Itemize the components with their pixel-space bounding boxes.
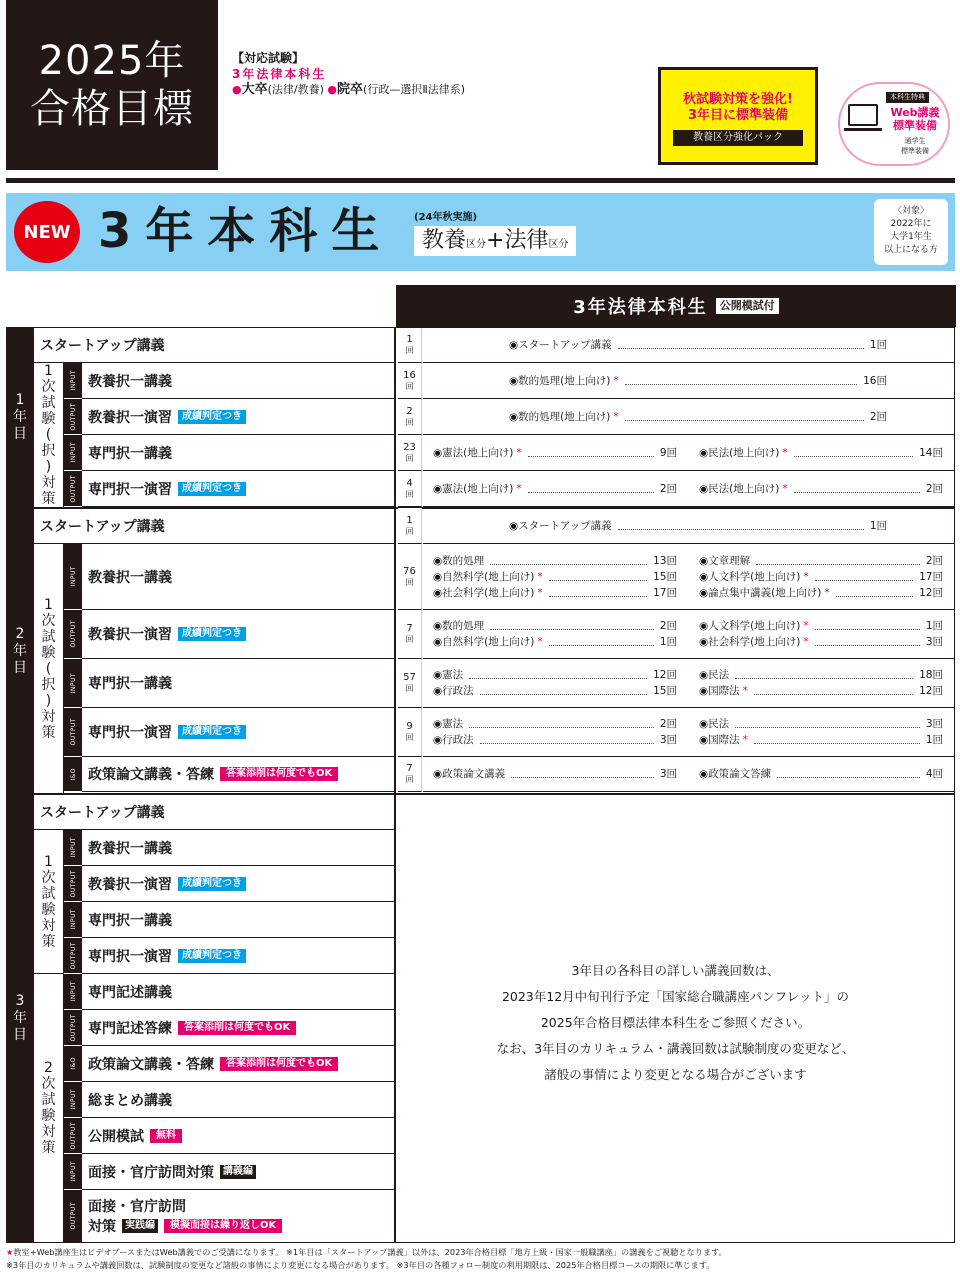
subject-line: ◉数的処理 13回 [433,554,677,567]
course-row [34,327,396,363]
subject-detail [423,327,955,363]
course-name: 専門択一演習 [88,948,172,965]
table-column-header [396,285,956,327]
course-row [82,1190,396,1243]
type-label: INPUT [64,659,82,708]
subject-column [423,667,689,699]
course-row [82,544,396,610]
course-row [34,508,396,544]
course-name: 専門択一演習 [88,481,172,498]
course-name: スタートアップ講義 [40,518,165,535]
type-label: OUTPUT [64,938,82,974]
course-row [34,794,396,830]
subject-line: ◉スタートアップ講義 1回 [509,519,887,532]
session-count: 57 回 [398,659,422,708]
subject-line: ◉自然科学(地上向け) * 1回 [433,636,677,648]
subject-column [689,481,955,497]
subject-line: ◉行政法 3回 [433,734,677,746]
subject-line: ◉国際法 * 12回 [699,685,943,697]
course-name: 政策論文講義・答練 [88,767,214,783]
course-row [82,399,396,435]
course-row [82,1010,396,1046]
course-row [82,610,396,659]
type-label: I&O [64,757,82,792]
subject-column [689,445,955,461]
phase-label: 1 次 試 験 ( 択 ) 対 策 [34,363,64,508]
type-label: OUTPUT [64,1190,82,1243]
subject-line: ◉スタートアップ講義 1回 [509,338,887,351]
subject-line: ◉憲法(地上向け) * 9回 [433,446,677,459]
course-tag: 成績判定つき [178,949,246,963]
subject-column [689,618,955,650]
exam-course: 3年法律本科生 [232,67,327,81]
course-tag: 答案添削は何度でもOK [220,1057,338,1071]
course-tag: 成績判定つき [178,627,246,641]
subject-column [689,716,955,748]
session-count: 7 回 [398,757,422,792]
type-label: INPUT [64,974,82,1010]
subject-detail [423,508,955,544]
pack-label: 教養区分強化パック [673,130,803,146]
course-tag: 成績判定つき [178,725,246,739]
course-row [82,902,396,938]
subject-column [689,553,955,601]
subject-column [499,518,899,534]
course-row [82,1046,396,1082]
type-label: I&O [64,1046,82,1082]
course-row [82,435,396,471]
subject-line: ◉数的処理(地上向け) * 2回 [509,410,887,423]
course-name: スタートアップ講義 [40,337,165,354]
course-name: 専門択一講義 [88,445,172,462]
course-tag: 答案添削は何度でもOK [178,1021,296,1035]
course-name: 対策 [88,1219,116,1235]
type-label: OUTPUT [64,708,82,757]
target-box: 〈対象〉 2022年に 大学1年生 以上になる方 [874,199,948,265]
year-text: 2025年 [38,38,186,84]
course-name: 専門択一講義 [88,912,172,929]
subject-line: ◉数的処理(地上向け) * 16回 [509,374,887,387]
type-label: OUTPUT [64,399,82,435]
course-name: 教養択一講義 [88,373,172,390]
course-name: 教養択一演習 [88,409,172,426]
computer-icon [848,104,878,126]
phase-label: 2 次 試 験 対 策 [34,974,64,1243]
type-label: INPUT [64,830,82,866]
phase-label: 1 次 試 験 対 策 [34,830,64,974]
year-label: 2 年 目 [6,508,34,794]
subject-column [423,766,689,782]
course-tag: 実践編 [122,1219,158,1233]
course-name: 教養択一演習 [88,876,172,893]
course-row [82,757,396,792]
course-name: 総まとめ講義 [88,1092,172,1109]
type-label: INPUT [64,544,82,610]
session-count: 9 回 [398,708,422,757]
course-tag: 答案添削は何度でもOK [220,767,338,781]
course-tag: 成績判定つき [178,410,246,424]
footer-notes: ★教室+Web講座生はビデオブースまたはWeb講義でのご受講になります。 ※1年目は「スタートアップ講義」以外は、2023年合格目標「地方上級・国家一般職講座」の講義をご視聴となります。 ※3年目のカリキュラムや講義回数は、試験制度の変更など諸般の事情により変更になる場合があります。 ※3年目の各種フォロー制度の利用期限は、2025年合格目標コースの期限に準じます。 [6,1247,727,1270]
subject-line: ◉憲法(地上向け) * 2回 [433,482,677,495]
course-name: 面接・官庁訪問 [88,1199,186,1215]
session-count: 2 回 [398,399,422,435]
target-year-box [6,0,218,170]
subject-detail [423,399,955,435]
session-count: 16 回 [398,363,422,399]
subject-line: ◉政策論文講義 3回 [433,768,677,780]
subject-detail [423,708,955,757]
subject-line: ◉社会科学(地上向け) * 17回 [433,586,677,599]
course-row [82,471,396,507]
exam-info [232,50,465,98]
subject-detail [423,659,955,708]
course-row [82,1118,396,1154]
course-tag: 無料 [150,1129,182,1143]
type-label: OUTPUT [64,866,82,902]
subject-detail [423,544,955,610]
bullet-icon: ● [327,83,338,96]
new-badge: NEW [14,201,80,263]
course-name: 教養択一講義 [88,840,172,857]
course-title: 3年本科生 [98,203,394,259]
web-lecture-badge: 本科生特典 Web講義 標準装備 通学生 標準装備 [838,82,950,166]
course-row [82,363,396,399]
course-name: 専門択一演習 [88,725,172,741]
subject-detail [423,757,955,792]
course-row [82,974,396,1010]
year3-note: 3年目の各科目の詳しい講義回数は、 2023年12月中旬刊行予定「国家総合職講座パンフレット」の 2025年合格目標法律本科生をご参照ください。 なお、3年目のカリキュラム・講義回数は試験制度の変更など、 諸般の事情により変更となる場合がございます [496,963,855,1082]
column-title: 3年法律本科生 [573,297,708,318]
subject-column [499,337,899,353]
subject-line: ◉行政法 15回 [433,685,677,697]
course-tag: 成績判定つき [178,877,246,891]
type-label: INPUT [64,1154,82,1190]
type-label: INPUT [64,1082,82,1118]
course-row [82,659,396,708]
type-label: INPUT [64,363,82,399]
subject-line: ◉文章理解 2回 [699,554,943,567]
course-subtitle: (24年秋実施) 教養区分+法律区分 [414,205,576,256]
year-label: 1 年 目 [6,327,34,508]
subject-line: ◉人文科学(地上向け) * 1回 [699,620,943,632]
course-name: 専門記述答練 [88,1020,172,1037]
subject-line: ◉自然科学(地上向け) * 15回 [433,570,677,583]
subject-column [423,716,689,748]
mock-exam-badge: 公開模試付 [716,298,779,314]
autumn-exam-box: 秋試験対策を強化! 3年目に標準装備 教養区分強化パック [658,67,818,165]
course-row [82,1082,396,1118]
course-name-line2 [88,1216,282,1236]
subject-line: ◉論点集中講義(地上向け) * 12回 [699,586,943,599]
subject-line: ◉民法 3回 [699,718,943,730]
subject-line: ◉憲法 2回 [433,718,677,730]
subject-detail [423,363,955,399]
subject-column [499,409,899,425]
subject-detail [423,471,955,507]
subject-column [689,766,955,782]
session-count: 4 回 [398,471,422,507]
subject-line: ◉民法(地上向け) * 2回 [699,482,943,495]
type-label: OUTPUT [64,610,82,659]
course-name: スタートアップ講義 [40,804,165,821]
course-row [82,830,396,866]
subject-line: ◉社会科学(地上向け) * 3回 [699,636,943,648]
type-label: OUTPUT [64,1118,82,1154]
subject-line: ◉人文科学(地上向け) * 17回 [699,570,943,583]
subject-column [689,667,955,699]
type-label: INPUT [64,435,82,471]
course-tag: 模擬面接は繰り返しOK [164,1219,282,1233]
course-tag: 講義編 [220,1165,256,1179]
session-count: 1 回 [398,327,422,363]
course-row [82,866,396,902]
subject-line: ◉政策論文答練 4回 [699,768,943,780]
type-label: INPUT [64,902,82,938]
phase-label: 1 次 試 験 ( 択 ) 対 策 [34,544,64,794]
goal-text: 合格目標 [30,86,194,132]
course-name: 公開模試 [88,1128,144,1145]
session-count: 76 回 [398,544,422,610]
subject-detail [423,610,955,659]
course-banner [6,193,955,271]
course-name: 専門記述講義 [88,984,172,1001]
subject-column [423,445,689,461]
course-name: 面接・官庁訪問対策 [88,1164,214,1181]
year-label: 3 年 目 [6,794,34,1243]
exam-items: ●大卒(法律/教養) ●院卒(行政—選択Ⅱ法律系) [232,82,466,97]
subject-line: ◉憲法 12回 [433,669,677,681]
course-name: 教養択一演習 [88,627,172,643]
course-name: 教養択一講義 [88,569,172,586]
course-row [82,1154,396,1190]
subject-column [423,618,689,650]
subject-line: ◉数的処理 2回 [433,620,677,632]
session-count: 7 回 [398,610,422,659]
subject-line: ◉民法(地上向け) * 14回 [699,446,943,459]
subject-line: ◉国際法 * 1回 [699,734,943,746]
course-name: 政策論文講義・答練 [88,1056,214,1073]
session-count: 23 回 [398,435,422,471]
subject-column [423,553,689,601]
bullet-icon: ● [232,83,242,96]
header-rule [6,178,955,183]
subject-detail [423,435,955,471]
course-name: 専門択一講義 [88,676,172,692]
course-row [82,708,396,757]
course-row [82,938,396,974]
session-count: 1 回 [398,508,422,544]
type-label: OUTPUT [64,1010,82,1046]
subject-line: ◉民法 18回 [699,669,943,681]
type-label: OUTPUT [64,471,82,507]
exam-label: 【対応試験】 [232,51,305,65]
subject-column [499,373,899,389]
course-tag: 成績判定つき [178,482,246,496]
subject-column [423,481,689,497]
